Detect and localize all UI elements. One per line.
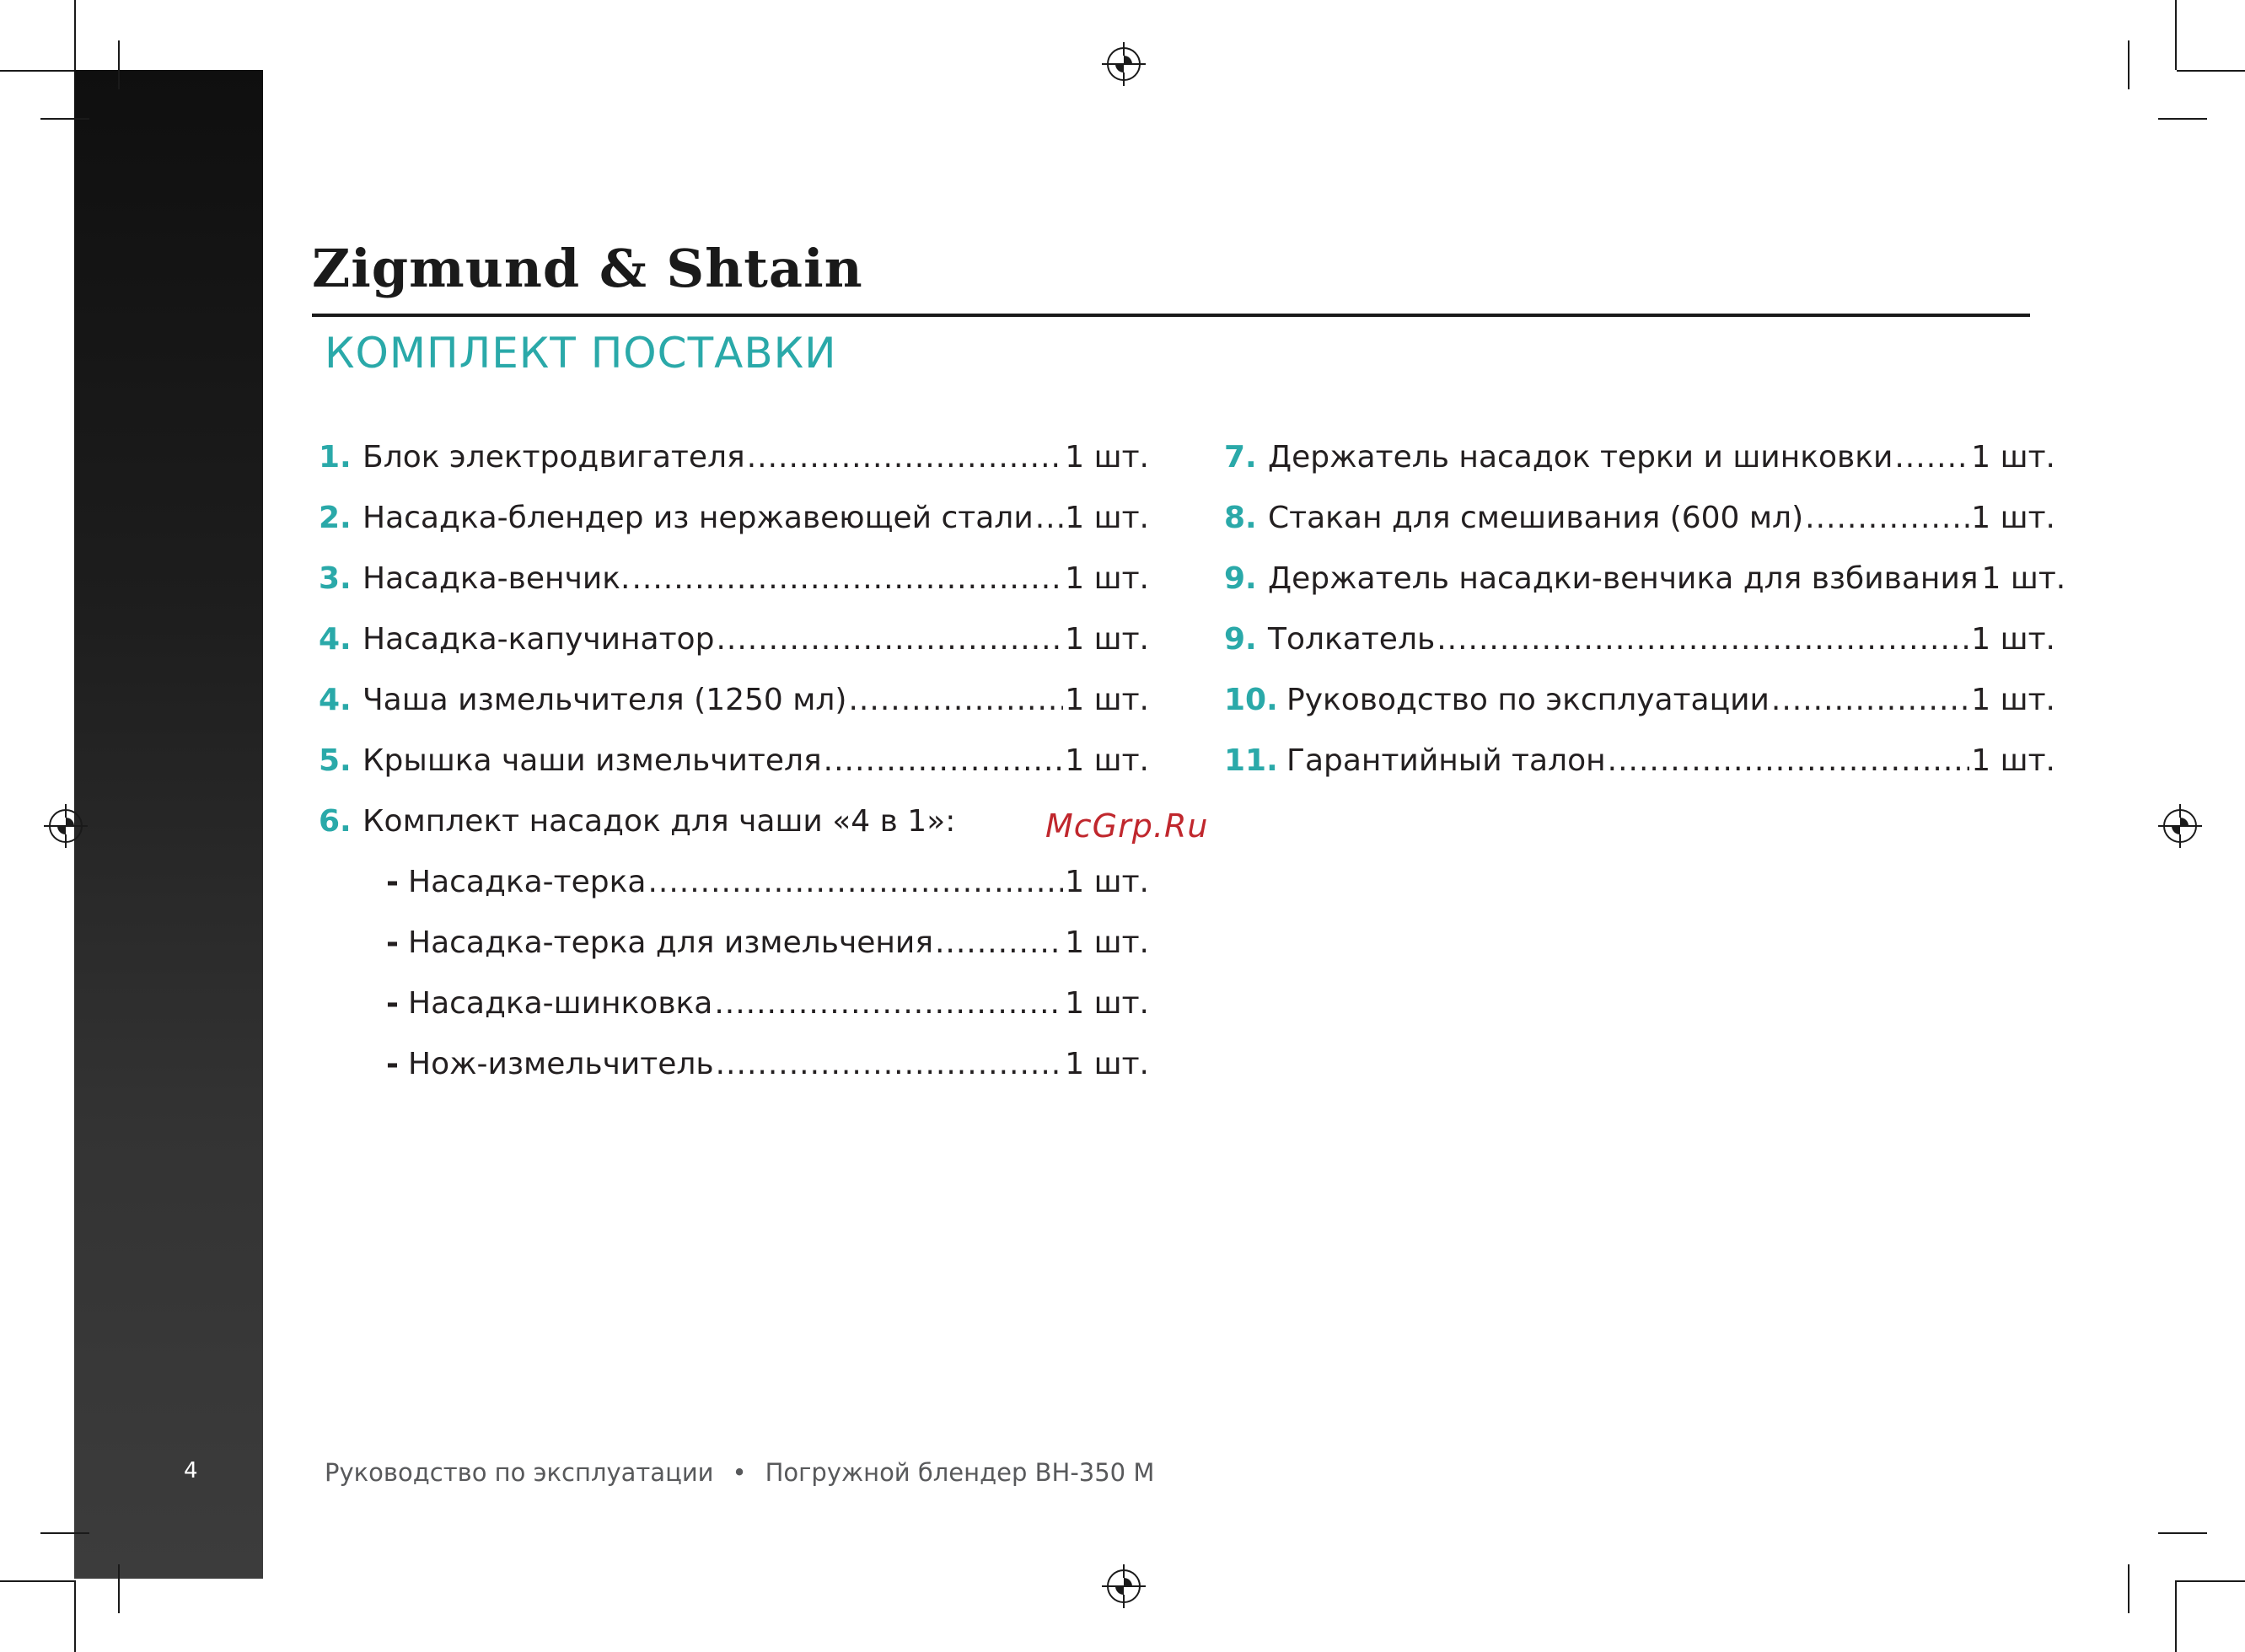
dot-leader bbox=[824, 743, 1064, 778]
dot-leader bbox=[714, 986, 1063, 1021]
crop-mark-bottom-right-h bbox=[2177, 1580, 2245, 1582]
item-number: 2. bbox=[319, 501, 352, 535]
list-item bbox=[1224, 743, 2055, 804]
sub-item-dash: - bbox=[386, 986, 399, 1021]
footer-product-name: Погружной блендер BH-350 M bbox=[765, 1458, 1155, 1487]
crop-mark-top-right-h2 bbox=[2158, 118, 2207, 120]
list-item bbox=[319, 622, 1149, 683]
crop-mark-bottom-right-v2 bbox=[2128, 1564, 2130, 1613]
item-label: Насадка-терка для измельчения bbox=[408, 925, 933, 960]
crop-mark-bottom-left-h2 bbox=[40, 1532, 89, 1534]
item-quantity: 1 шт. bbox=[1065, 865, 1149, 899]
list-item bbox=[1224, 561, 2066, 622]
page-title: КОМПЛЕКТ ПОСТАВКИ bbox=[325, 329, 837, 378]
item-quantity: 1 шт. bbox=[1065, 925, 1149, 960]
registration-mark-left-icon bbox=[49, 809, 83, 843]
list-item bbox=[1224, 683, 2055, 743]
sub-list-item bbox=[319, 925, 1149, 986]
list-item bbox=[319, 561, 1149, 622]
footer bbox=[325, 1458, 1154, 1487]
dot-leader bbox=[647, 865, 1063, 899]
header-rule bbox=[312, 314, 2030, 317]
sub-item-dash: - bbox=[386, 865, 399, 899]
dot-leader bbox=[747, 440, 1064, 475]
page-side-band bbox=[74, 70, 263, 1579]
registration-mark-bottom-icon bbox=[1107, 1569, 1141, 1603]
crop-mark-top-left-h bbox=[0, 70, 74, 72]
item-label: Нож-измельчитель bbox=[408, 1047, 714, 1081]
item-number: 9. bbox=[1224, 622, 1257, 657]
item-quantity: 1 шт. bbox=[1065, 622, 1149, 657]
crop-mark-top-right-h bbox=[2177, 70, 2245, 72]
item-label: Комплект насадок для чаши «4 в 1»: bbox=[363, 804, 956, 839]
item-number: 5. bbox=[319, 743, 352, 778]
item-quantity: 1 шт. bbox=[1971, 743, 2055, 778]
item-label: Насадка-шинковка bbox=[408, 986, 713, 1021]
item-label: Руководство по эксплуатации bbox=[1286, 683, 1770, 717]
dot-leader bbox=[1035, 501, 1064, 535]
crop-mark-top-right-v2 bbox=[2128, 40, 2130, 89]
sub-item-dash: - bbox=[386, 925, 399, 960]
item-number: 4. bbox=[319, 622, 352, 657]
item-number: 11. bbox=[1224, 743, 1278, 778]
item-quantity: 1 шт. bbox=[1971, 440, 2055, 475]
dot-leader bbox=[716, 622, 1063, 657]
registration-mark-top-icon bbox=[1107, 47, 1141, 81]
crop-mark-bottom-right-v bbox=[2175, 1580, 2177, 1652]
item-number: 3. bbox=[319, 561, 352, 596]
item-quantity: 1 шт. bbox=[1065, 986, 1149, 1021]
crop-mark-bottom-left-v2 bbox=[118, 1564, 120, 1613]
brand-logo: Zigmund & Shtain bbox=[312, 238, 863, 299]
item-label: Гарантийный талон bbox=[1286, 743, 1606, 778]
list-item bbox=[1224, 440, 2055, 501]
left-item-list bbox=[319, 440, 1149, 1108]
crop-mark-top-left-h2 bbox=[40, 118, 89, 120]
item-quantity: 1 шт. bbox=[1971, 622, 2055, 657]
crop-mark-top-right-v bbox=[2175, 0, 2177, 70]
item-label: Держатель насадок терки и шинковки bbox=[1268, 440, 1893, 475]
item-quantity: 1 шт. bbox=[1065, 440, 1149, 475]
sub-list-item bbox=[319, 865, 1149, 925]
item-quantity: 1 шт. bbox=[1971, 501, 2055, 535]
item-quantity: 1 шт. bbox=[1065, 1047, 1149, 1081]
dot-leader bbox=[848, 683, 1063, 717]
crop-mark-top-left-v2 bbox=[118, 40, 120, 89]
watermark-link[interactable]: McGrp.Ru bbox=[1045, 807, 1209, 845]
dot-leader bbox=[631, 561, 1063, 596]
dot-leader bbox=[1771, 683, 1969, 717]
item-quantity: 1 шт. bbox=[1065, 501, 1149, 535]
item-quantity: 1 шт. bbox=[1065, 561, 1149, 596]
sub-item-dash: - bbox=[386, 1047, 399, 1081]
item-quantity: 1 шт. bbox=[1981, 561, 2066, 596]
crop-mark-bottom-right-h2 bbox=[2158, 1532, 2207, 1534]
item-label: Насадка-капучинатор bbox=[363, 622, 715, 657]
crop-mark-bottom-left-h bbox=[0, 1580, 74, 1582]
dot-leader bbox=[1894, 440, 1969, 475]
page-number: 4 bbox=[184, 1458, 198, 1483]
item-number: 9. bbox=[1224, 561, 1257, 596]
dot-leader bbox=[1608, 743, 1970, 778]
sub-list-item bbox=[319, 986, 1149, 1047]
item-number: 4. bbox=[319, 683, 352, 717]
item-label: Чаша измельчителя (1250 мл) bbox=[363, 683, 847, 717]
item-number: 7. bbox=[1224, 440, 1257, 475]
item-number: 8. bbox=[1224, 501, 1257, 535]
item-number: 1. bbox=[319, 440, 352, 475]
list-item bbox=[319, 683, 1149, 743]
list-item bbox=[319, 804, 1149, 865]
item-label: Насадка-терка bbox=[408, 865, 647, 899]
item-label: Стакан для смешивания (600 мл) bbox=[1268, 501, 1804, 535]
footer-separator: • bbox=[732, 1458, 747, 1487]
list-item bbox=[1224, 501, 2055, 561]
dot-leader bbox=[935, 925, 1063, 960]
dot-leader bbox=[1805, 501, 1969, 535]
item-quantity: 1 шт. bbox=[1065, 743, 1149, 778]
item-label: Держатель насадки-венчика для взбивания bbox=[1268, 561, 1979, 596]
item-label: Толкатель bbox=[1268, 622, 1436, 657]
list-item bbox=[319, 440, 1149, 501]
item-label: Крышка чаши измельчителя bbox=[363, 743, 822, 778]
item-number: 10. bbox=[1224, 683, 1278, 717]
footer-manual-title: Руководство по эксплуатации bbox=[325, 1458, 714, 1487]
item-quantity: 1 шт. bbox=[1971, 683, 2055, 717]
sub-list-item bbox=[319, 1047, 1149, 1108]
item-label: Насадка-блендер из нержавеющей стали bbox=[363, 501, 1034, 535]
item-label: Насадка-венчик. bbox=[363, 561, 631, 596]
registration-mark-right-icon bbox=[2163, 809, 2197, 843]
item-quantity: 1 шт. bbox=[1065, 683, 1149, 717]
item-number: 6. bbox=[319, 804, 352, 839]
dot-leader bbox=[1437, 622, 1969, 657]
crop-mark-bottom-left-v bbox=[74, 1580, 76, 1652]
list-item bbox=[1224, 622, 2055, 683]
crop-mark-top-left-v bbox=[74, 0, 76, 70]
dot-leader bbox=[716, 1047, 1064, 1081]
item-label: Блок электродвигателя bbox=[363, 440, 745, 475]
right-item-list bbox=[1224, 440, 2066, 804]
list-item bbox=[319, 501, 1149, 561]
list-item bbox=[319, 743, 1149, 804]
